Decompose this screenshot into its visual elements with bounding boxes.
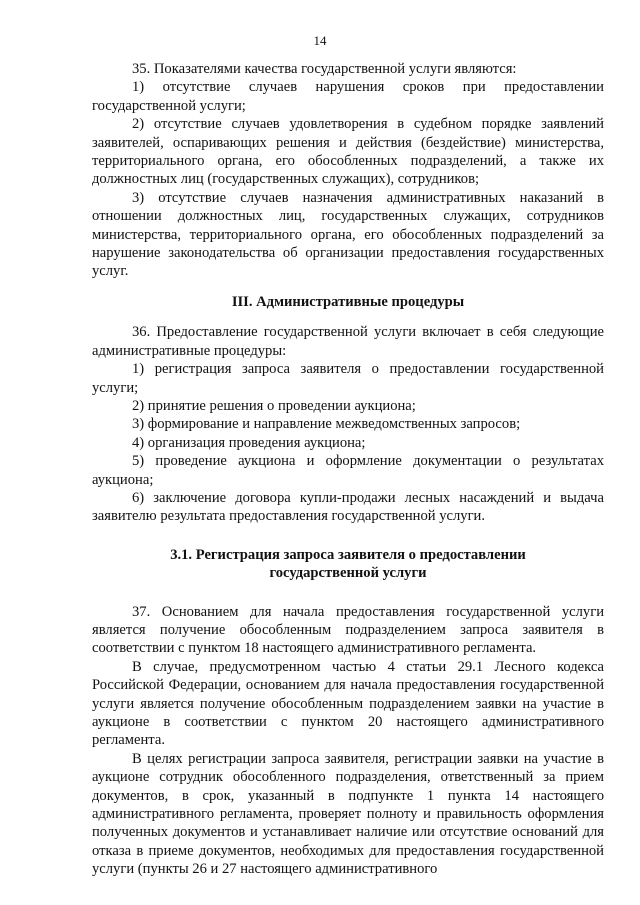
subsection-heading-3-1-line-1: 3.1. Регистрация запроса заявителя о предоставлении bbox=[170, 546, 526, 563]
paragraph-37-3: В целях регистрации запроса заявителя, регистрации заявки на участие в аукционе сотрудник обособленного подразделения, ответственный за прием документов, в срок, указанный в подпункте 1 пункта 14 настоящего административного регламента, проверяет полноту и правильность оформления полученных документов и устанавливает наличие или отсутствие оснований для отказа в приеме документов, необходимых для предоставления государственной услуги (пункты 26 и 27 настоящего административного bbox=[92, 750, 604, 878]
paragraph-36-item-3: 3) формирование и направление межведомственных запросов; bbox=[132, 416, 521, 433]
paragraph-36-item-2: 2) принятие решения о проведении аукциона; bbox=[132, 397, 416, 414]
page-number: 14 bbox=[313, 33, 327, 48]
page-content bbox=[92, 60, 604, 879]
paragraph-35-item-2: 2) отсутствие случаев удовлетворения в судебном порядке заявлений заявителей, оспаривающих решения и действия (бездействие) министерства, территориального органа, его обособленных подразделений, а также их должностных лиц (государственных служащих), сотрудников; bbox=[92, 116, 604, 188]
paragraph-36-intro: 36. Предоставление государственной услуги включает в себя следующие административные процедуры: bbox=[92, 324, 604, 359]
section-heading-III: III. Административные процедуры bbox=[231, 293, 465, 310]
paragraph-36-item-1: 1) регистрация запроса заявителя о предоставлении государственной услуги; bbox=[92, 361, 604, 396]
paragraph-36-item-6: 6) заключение договора купли-продажи лесных насаждений и выдача заявителю результата предоставления государственной услуги. bbox=[92, 489, 604, 525]
paragraph-35-item-1: 1) отсутствие случаев нарушения сроков при предоставлении государственной услуги; bbox=[92, 79, 604, 114]
paragraph-35-item-3: 3) отсутствие случаев назначения административных наказаний в отношении должностных лиц, государственных служащих, сотрудников министерства, территориального органа, его обособленных подразделений за нарушение законодательства об организации предоставления государственных услуг. bbox=[92, 189, 604, 280]
paragraph-36-item-4: 4) организация проведения аукциона; bbox=[132, 434, 366, 451]
paragraph-36-item-5: 5) проведение аукциона и оформление документации о результатах аукциона; bbox=[92, 453, 604, 488]
paragraph-35-intro: 35. Показателями качества государственной услуги являются: bbox=[132, 61, 517, 77]
paragraph-37-1: 37. Основанием для начала предоставления государственной услуги является получение обособленным подразделением запроса заявителя в соответствии с пунктом 18 настоящего административного регламента. bbox=[92, 603, 604, 657]
paragraph-37-2: В случае, предусмотренном частью 4 статьи 29.1 Лесного кодекса Российской Федерации, основанием для начала предоставления государственной услуги является получение обособленным подразделением заявки на участие в аукционе в соответствии с пунктом 20 настоящего административного регламента. bbox=[92, 658, 604, 749]
subsection-heading-3-1-line-2: государственной услуги bbox=[269, 565, 427, 582]
